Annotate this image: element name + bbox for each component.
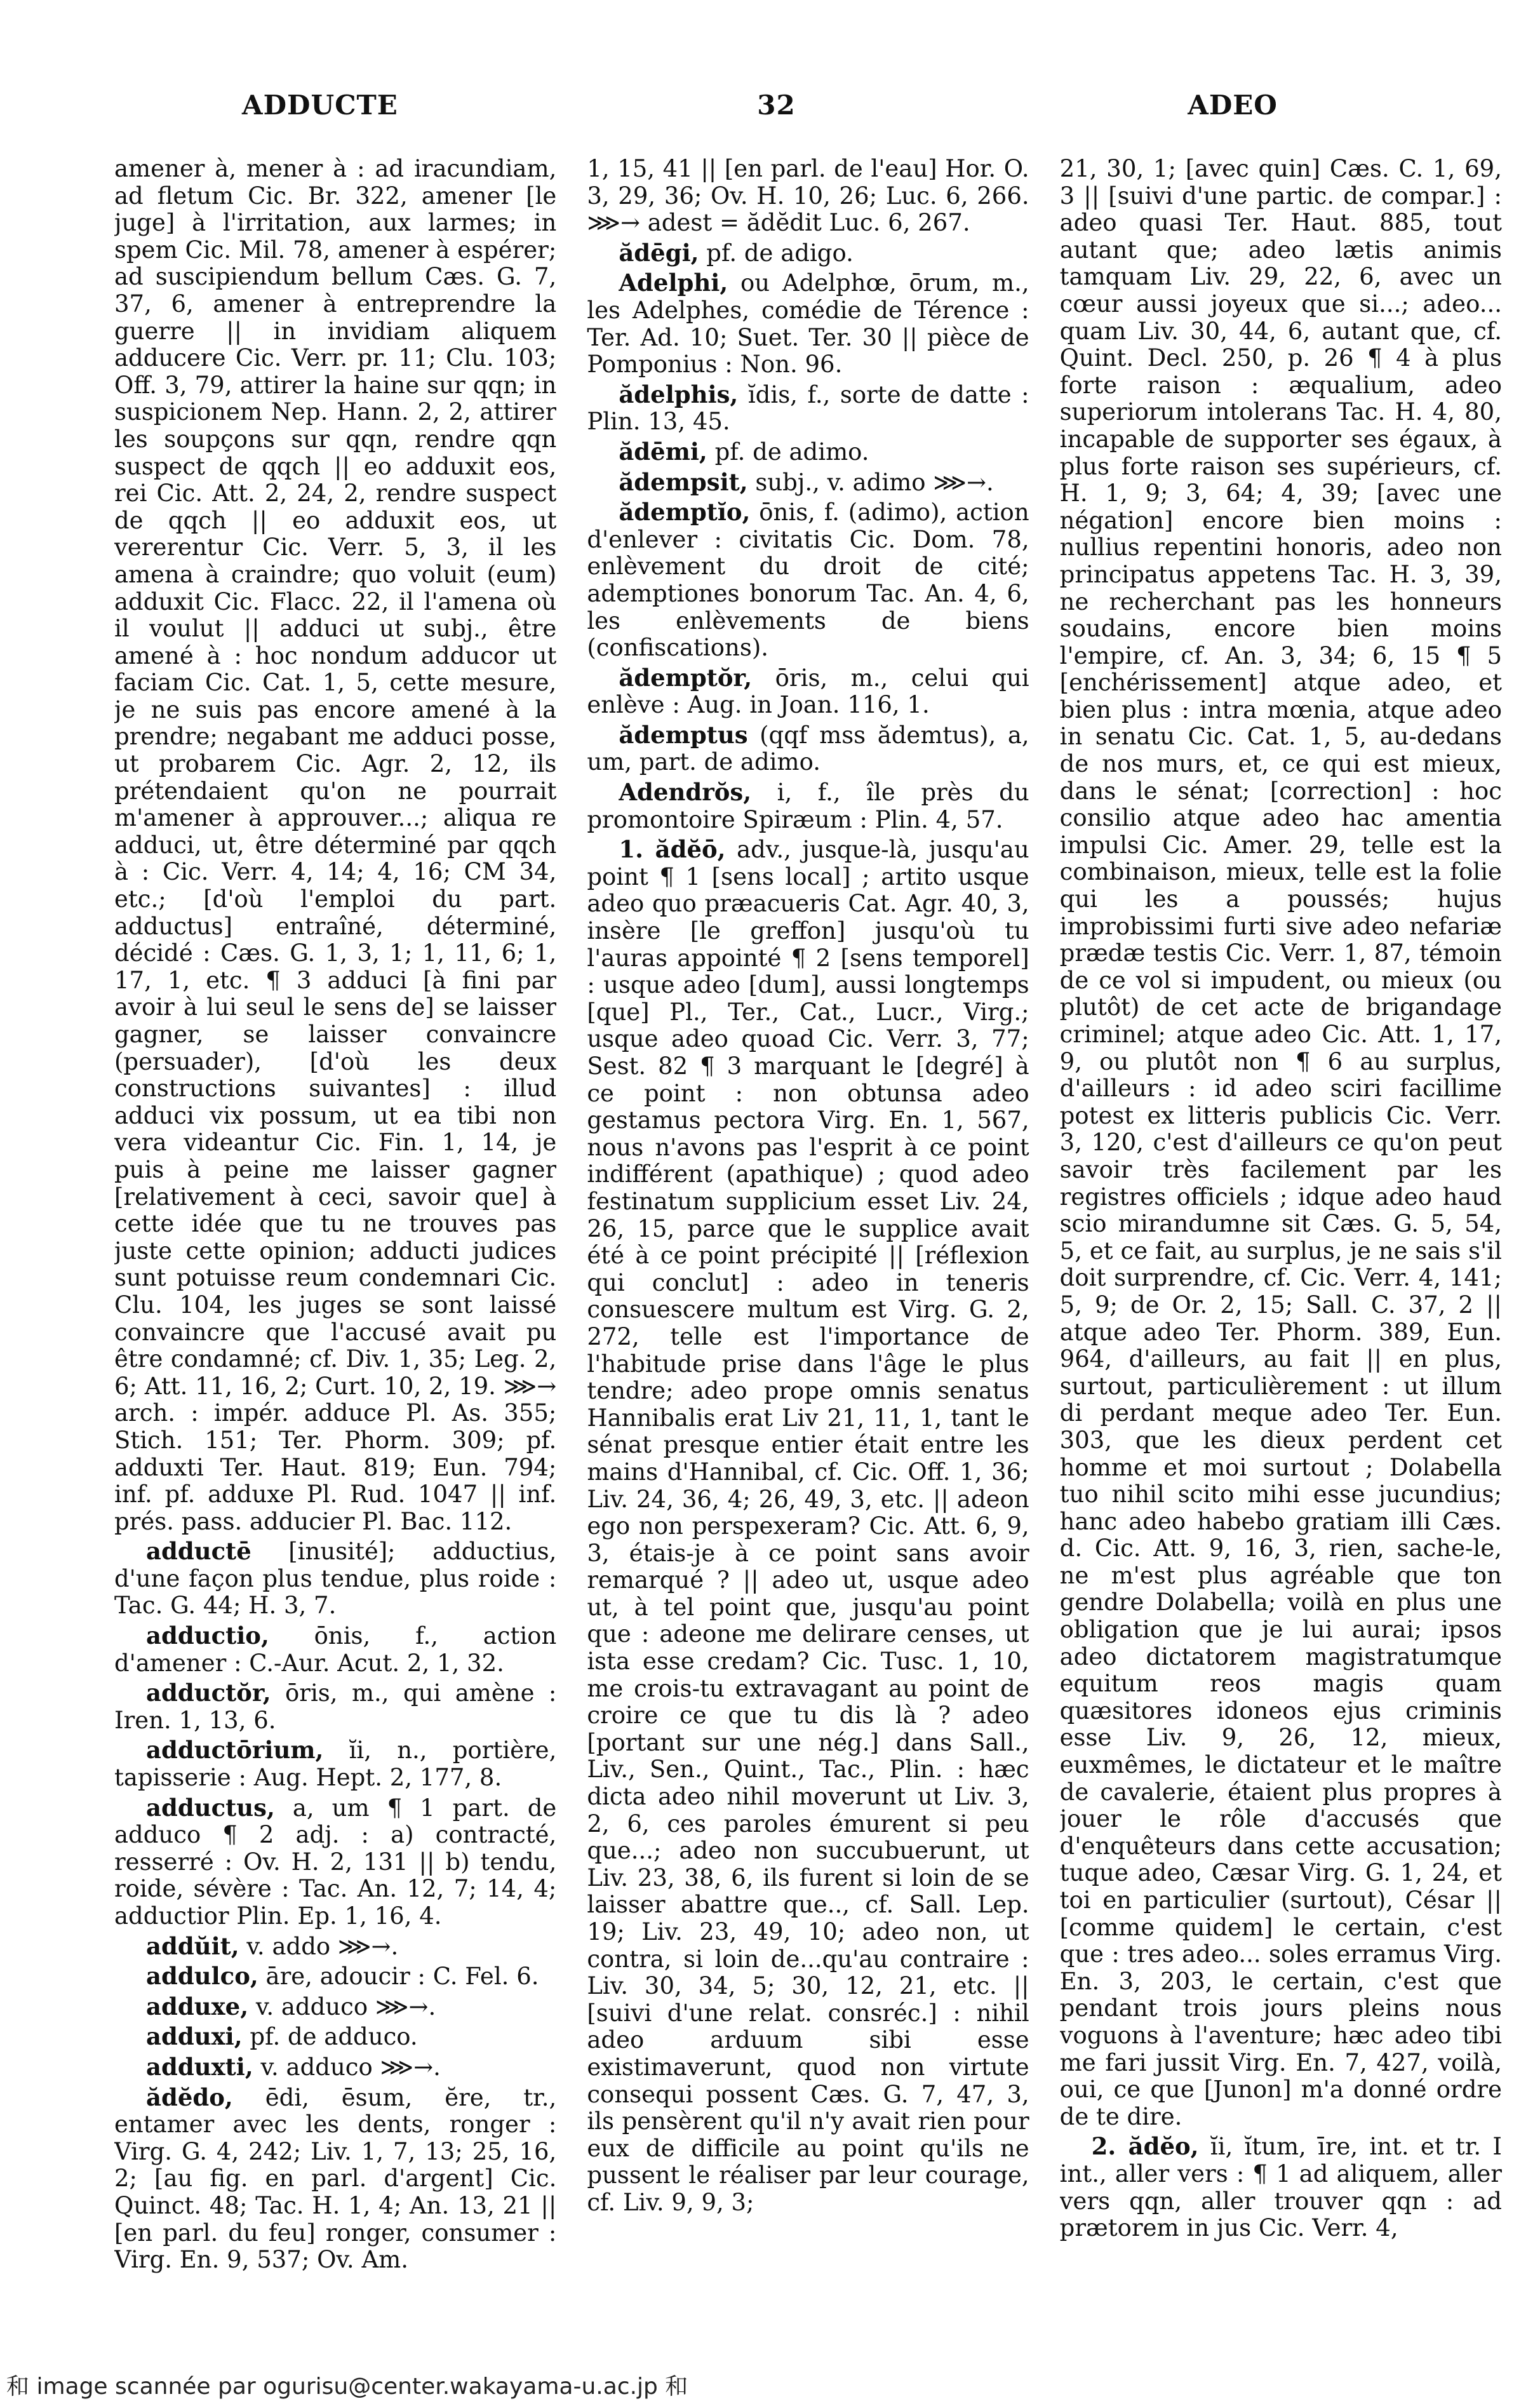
dictionary-entry: [587, 381, 1029, 436]
entry-text: ĭdis, f., sorte de datte : Plin. 13, 45.: [587, 380, 1029, 436]
headword: addŭit,: [146, 1932, 239, 1960]
dictionary-entry: [587, 269, 1029, 378]
dictionary-entry: [587, 156, 1029, 237]
entry-text: ĭi, ĭtum, īre, int. et tr. I int., aller vers : ¶ 1 ad aliquem, aller vers qqn, aller trouver qqn : ad prætorem in jus Cic. Verr. 4,: [1059, 2133, 1502, 2242]
dictionary-entry: [114, 2053, 556, 2081]
dictionary-entry: [114, 1737, 556, 1791]
column-2: [587, 156, 1029, 2328]
entry-text: [inusité]; adductius, d'une façon plus tendue, plus roide : Tac. G. 44; H. 3, 7.: [114, 1538, 557, 1620]
dictionary-entry: [114, 156, 556, 1535]
headword: ădelphis,: [619, 380, 739, 408]
headword: adductōrium,: [146, 1736, 324, 1764]
entry-text: ōnis, f. (adimo), action d'enlever : civitatis Cic. Dom. 78, enlèvement du droit de cité; ademptiones bonorum Tac. An. 4, 6, les enlèvements de biens (confiscations).: [587, 499, 1029, 662]
entry-text: ōnis, f., action d'amener : C.-Aur. Acut. 2, 1, 32.: [114, 1622, 557, 1677]
headword: Adelphi,: [619, 269, 728, 297]
entry-text: ou Adelphœ, ōrum, m., les Adelphes, comédie de Térence : Ter. Ad. 10; Suet. Ter. 30 || pièce de Pomponius : Non. 96.: [587, 269, 1029, 379]
dictionary-entry: [114, 1538, 556, 1620]
entry-text: v. adduco ⋙→.: [253, 2053, 441, 2081]
entry-text: (qqf mss ădemtus), a, um, part. de adimo.: [587, 721, 1029, 776]
headword: adductio,: [146, 1622, 269, 1650]
headword: adductē: [146, 1537, 251, 1566]
dictionary-entry: [114, 1933, 556, 1961]
entry-text: pf. de adimo.: [707, 438, 869, 466]
running-head-left: ADDUCTE: [242, 89, 398, 121]
entry-text: ōris, m., celui qui enlève : Aug. in Joan. 116, 1.: [587, 664, 1029, 719]
dictionary-entry: [587, 779, 1029, 833]
dictionary-entry: [587, 469, 1029, 497]
dictionary-entry: [114, 1679, 556, 1734]
headword: ădemptus: [619, 720, 748, 749]
headword: adduxe,: [146, 1992, 249, 2020]
column-3: [1060, 156, 1502, 2328]
column-1: [114, 156, 556, 2328]
dictionary-entry: [587, 836, 1029, 2216]
dictionary-entry: [1060, 156, 1502, 2130]
entry-text: v. addo ⋙→.: [239, 1932, 399, 1960]
entry-text: 21, 30, 1; [avec quin] Cæs. C. 1, 69, 3 || [suivi d'une partic. de compar.] : adeo quasi Ter. Haut. 885, tout autant que; adeo lætis animis tamquam Liv. 29, 22, 6, avec un cœur aussi joyeux que si...; adeo... quam Liv. 30, 44, 6, autant que, cf. Quint. Decl. 250, p. 26 ¶ 4 à plus forte raison : æqualium, adeo superiorum intolerans Tac. H. 4, 80, incapable de supporter ses égaux, à plus forte raison ses supérieurs, cf. H. 1, 9; 3, 64; 4, 39; [avec une négation] encore bien moins : nullius repentini honoris, adeo non principatus appetens Tac. H. 3, 39, ne recherchant pas les honneurs soudains, encore bien moins l'empire, cf. An. 3, 34; 6, 15 ¶ 5 [enchérissement] atque adeo, et bien plus : intra mœnia, atque adeo in senatu Cic. Cat. 1, 5, au-dedans de nos murs, et, ce qui est mieux, dans le sénat; [correction] : hoc consilio atque adeo hac amentia impulsi Cic. Amer. 29, telle est la combinaison, mieux, telle est la folie qui les a poussés; hujus improbissimi furti sive adeo nefariæ prædæ testis Cic. Verr. 1, 87, témoin de ce vol si impudent, ou mieux (ou plutôt) de cet acte de brigandage criminel; atque adeo Cic. Att. 1, 17, 9, ou plutôt non ¶ 6 au surplus, d'ailleurs : id adeo sciri facillime potest ex litteris publicis Cic. Verr. 3, 120, c'est d'ailleurs ce qu'on peut savoir très facilement par les registres officiels ; idque adeo haud scio mirandumne sit Cæs. G. 5, 54, 5, et ce fait, au surplus, je ne sais s'il doit surprendre, cf. Cic. Verr. 4, 141; 5, 9; de Or. 2, 15; Sall. C. 37, 2 || atque adeo Ter. Phorm. 389, Eun. 964, d'ailleurs, au fait || en plus, surtout, particulièrement : ut illum di perdant meque adeo Ter. Eun. 303, que les dieux perdent cet homme et moi surtout ; Dolabella tuo nihil scito mihi esse jucundius; hanc adeo habebo gratiam illi Cæs. d. Cic. Att. 9, 16, 3, rien, sache-le, ne m'est plus agréable que ton gendre Dolabella; voilà en plus une obligation que je lui aurai; ipsos adeo dictatorem magistratumque equitum reos magis quam quæsitores idoneos ejus criminis esse Liv. 9, 26, 12, mieux, euxmêmes, le dictateur et le maître de cavalerie, étaient plus propres à jouer le rôle d'accusés que d'enquêteurs dans cette accusation; tuque adeo, Cæsar Virg. G. 1, 24, et toi en particulier (surtout), César || [comme quidem] le certain, c'est que : tres adeo... soles erramus Virg. En. 3, 203, le certain, c'est que pendant trois jours pleins nous voguons à l'aventure; hæc adeo tibi me fari jussit Virg. En. 7, 427, voilà, oui, ce que [Junon] m'a donné ordre de te dire.: [1059, 156, 1502, 2130]
page-header: [95, 83, 1457, 127]
headword: Adendrŏs,: [619, 778, 752, 807]
headword: ădempsit,: [619, 467, 748, 496]
entry-text: v. adduco ⋙→.: [248, 1993, 436, 2020]
entry-text: āre, adoucir : C. Fel. 6.: [258, 1963, 539, 1991]
headword: ădemptĭo,: [619, 498, 751, 527]
dictionary-entry: [587, 499, 1029, 662]
dictionary-entry: [114, 2084, 556, 2274]
entry-text: i, f., île près du promontoire Spiræum : Plin. 4, 57.: [587, 779, 1029, 833]
headword: addulco,: [146, 1962, 258, 1991]
headword: ădĕdo,: [146, 2083, 233, 2111]
dictionary-entry: [587, 239, 1029, 267]
headword: ădēgi,: [619, 238, 699, 267]
dictionary-entry: [114, 1622, 556, 1677]
dictionary-columns: [114, 156, 1502, 2328]
entry-text: a, um ¶ 1 part. de adduco ¶ 2 adj. : a) contracté, resserré : Ov. H. 2, 131 || b) tendu, roide, sévère : Tac. An. 12, 7; 14, 4; adductior Plin. Ep. 1, 16, 4.: [114, 1794, 557, 1930]
dictionary-entry: [114, 2023, 556, 2051]
entry-text: ĭi, n., portière, tapisserie : Aug. Hept. 2, 177, 8.: [114, 1737, 557, 1792]
entry-text: ēdi, ēsum, ĕre, tr., entamer avec les dents, ronger : Virg. G. 4, 242; Liv. 1, 7, 13; 25, 16, 2; [au fig. en parl. d'argent] Cic. Quinct. 48; Tac. H. 1, 4; An. 13, 21 || [en parl. du feu] ronger, consumer : Virg. En. 9, 537; Ov. Am.: [114, 2083, 557, 2274]
entry-text: amener à, mener à : ad iracundiam, ad fletum Cic. Br. 322, amener [le juge] à l'irritation, aux larmes; in spem Cic. Mil. 78, amener à espérer; ad suscipiendum bellum Cæs. G. 7, 37, 6, amener à entreprendre la guerre || in invidiam aliquem adducere Cic. Verr. pr. 11; Clu. 103; Off. 3, 79, attirer la haine sur qqn; in suspicionem Nep. Hann. 2, 2, attirer les soupçons sur qqn, rendre qqn suspect de qqch || eo adduxit eos, rei Cic. Att. 2, 24, 2, rendre suspect de qqch || eo adduxit eos, ut vererentur Cic. Verr. 5, 3, il les amena à craindre; quo voluit (eum) adduxit Cic. Flacc. 22, il l'amena où il voulut || adduci ut subj., être amené à : hoc nondum adducor ut faciam Cic. Cat. 1, 5, cette mesure, je ne suis pas encore amené à la prendre; negabant me adduci posse, ut probarem Cic. Agr. 2, 12, ils prétendaient qu'on ne pourrait m'amener à approuver...; aliqua re adduci, ut, être déterminé par qqch à : Cic. Verr. 4, 14; 4, 16; CM 34, etc.; [d'où l'emploi du part. adductus] entraîné, déterminé, décidé : Cæs. G. 1, 3, 1; 1, 11, 6; 1, 17, 1, etc. ¶ 3 adduci [à fini par avoir à lui seul le sens de] se laisser gagner, se laisser convaincre (persuader), [d'où les deux constructions suivantes] : illud adduci vix possum, ut ea tibi non vera videantur Cic. Fin. 1, 14, je puis à peine me laisser gagner [relativement à ceci, savoir que] à cette idée que tu ne trouves pas juste cette opinion; adducti judices sunt potuisse reum condemnari Cic. Clu. 104, les juges se sont laissé convaincre que l'accusé avait pu être condamné; cf. Div. 1, 35; Leg. 2, 6; Att. 11, 16, 2; Curt. 10, 2, 19. ⋙→ arch. : impér. adduce Pl. As. 355; Stich. 151; Ter. Phorm. 309; pf. adduxti Ter. Haut. 819; Eun. 794; inf. pf. adduxe Pl. Rud. 1047 || inf. prés. pass. adducier Pl. Bac. 112.: [114, 156, 557, 1535]
headword: ădēmi,: [619, 437, 707, 466]
running-head-right: ADEO: [1188, 89, 1278, 121]
entry-text: ōris, m., qui amène : Iren. 1, 13, 6.: [114, 1679, 557, 1734]
dictionary-entry: [114, 1993, 556, 2021]
headword: adductus,: [146, 1793, 275, 1822]
dictionary-entry: [1060, 2133, 1502, 2241]
entry-text: adv., jusque-là, jusqu'au point ¶ 1 [sens local] ; artito usque adeo quo præacueris Cat. Agr. 40, 3, insère [le greffon] jusqu'où tu l'auras appointé ¶ 2 [sens temporel] : usque adeo [dum], aussi longtemps [que] Pl., Ter., Cat., Lucr., Virg.; usque adeo quoad Cic. Verr. 3, 77; Sest. 82 ¶ 3 marquant le [degré] à ce point : non obtunsa adeo gestamus pectora Virg. En. 1, 567, nous n'avons pas l'esprit à ce point indifférent (apathique) ; quod adeo festinatum supplicium esset Liv. 24, 26, 15, parce que le supplice avait été à ce point précipité || [réflexion qui conclut] : adeo in teneris consuescere multum est Virg. G. 2, 272, telle est l'importance de l'habitude prise dans l'âge le plus tendre; adeo prope omnis senatus Hannibalis erat Liv 21, 11, 1, tant le sénat presque entier était entre les mains d'Hannibal, cf. Cic. Off. 1, 36; Liv. 24, 36, 4; 26, 49, 3, etc. || adeon ego non perspexeram? Cic. Att. 6, 9, 3, étais-je à ce point sans avoir remarqué ? || adeo ut, usque adeo ut, à tel point que, jusqu'au point que : adeone me delirare censes, ut ista esse credam? Cic. Tusc. 1, 10, me crois-tu extravagant au point de croire ce que tu dis là ? adeo [portant sur une nég.] dans Sall., Liv., Sen., Quint., Tac., Plin. : hæc dicta adeo nihil moverunt ut Liv. 3, 2, 6, ces paroles émurent si peu que...; adeo non succubuerunt, ut Liv. 23, 38, 6, ils furent si loin de se laisser abattre que.., cf. Sall. Lep. 19; Liv. 23, 49, 10; adeo non, ut contra, si loin de...qu'au contraire : Liv. 30, 34, 5; 30, 12, 21, etc. || [suivi d'une relat. consréc.] : nihil adeo arduum sibi esse existimaverunt, quod non virtute consequi possent Cæs. G. 7, 47, 3, ils pensèrent qu'il n'y avait rien pour eux de difficile au point qu'ils ne pussent le réaliser par leur courage, cf. Liv. 9, 9, 3;: [587, 836, 1029, 2216]
entry-text: 1, 15, 41 || [en parl. de l'eau] Hor. O. 3, 29, 36; Ov. H. 10, 26; Luc. 6, 266. ⋙→ adest = ădĕdit Luc. 6, 267.: [587, 156, 1029, 237]
headword: adduxi,: [146, 2022, 243, 2051]
headword: adduxti,: [146, 2052, 253, 2081]
dictionary-entry: [114, 1794, 556, 1930]
headword: 1. ădĕō,: [619, 835, 726, 864]
headword: adductŏr,: [146, 1679, 271, 1707]
entry-text: subj., v. adimo ⋙→.: [747, 468, 994, 496]
scan-credit: 和 image scannée par ogurisu@center.wakayama-u.ac.jp 和: [0, 2368, 1540, 2406]
page-number: 32: [757, 89, 796, 121]
dictionary-entry: [587, 438, 1029, 466]
headword: 2. ădĕo,: [1091, 2132, 1199, 2161]
dictionary-entry: [587, 722, 1029, 776]
headword: ădemptŏr,: [619, 663, 753, 692]
entry-text: pf. de adduco.: [242, 2023, 418, 2051]
dictionary-entry: [587, 664, 1029, 719]
dictionary-entry: [114, 1963, 556, 1991]
entry-text: pf. de adigo.: [699, 239, 854, 267]
